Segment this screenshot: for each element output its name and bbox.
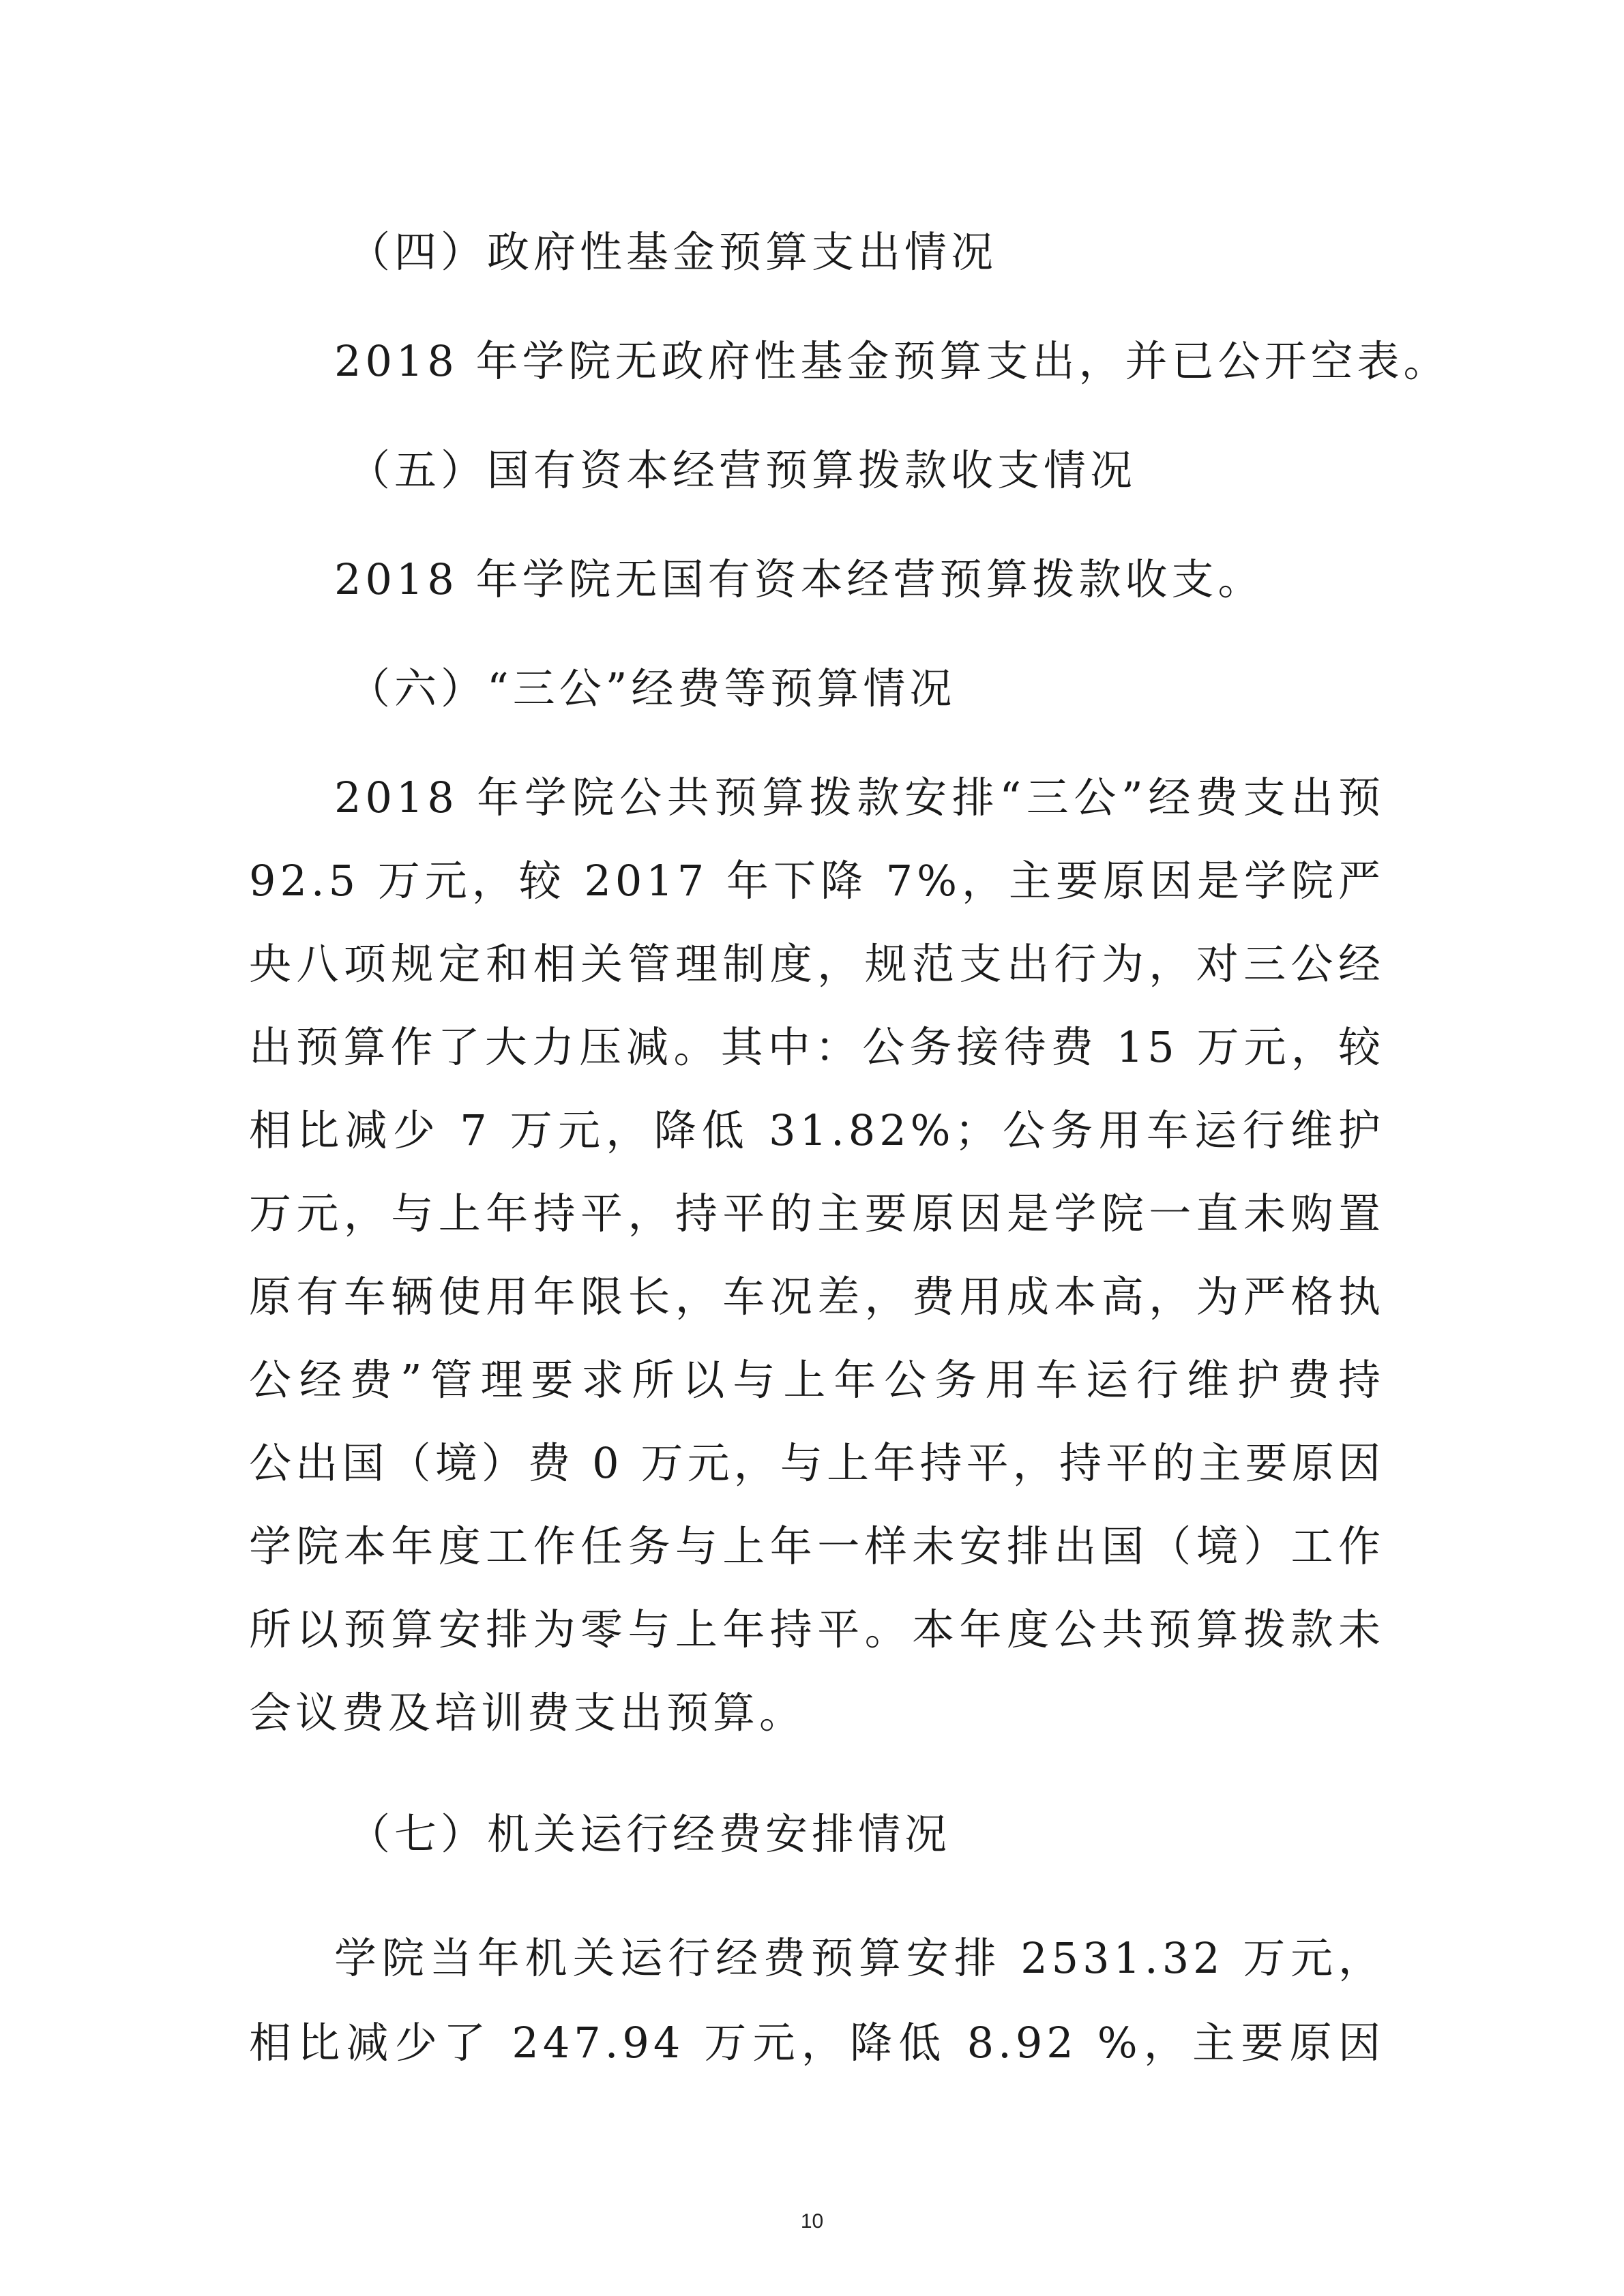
paragraph-line: 出预算作了大力压减。其中：公务接待费 15 万元，较: [249, 1022, 1385, 1072]
paragraph-line: 央八项规定和相关管理制度，规范支出行为，对三公经: [249, 939, 1385, 989]
paragraph-line: 公经费”管理要求所以与上年公务用车运行维护费持: [249, 1355, 1385, 1405]
section-heading-4: （四）政府性基金预算支出情况: [348, 227, 998, 277]
paragraph-line: 2018 年学院无国有资本经营预算拨款收支。: [334, 554, 1265, 604]
paragraph-line: 学院当年机关运行经费预算安排 2531.32 万元，: [334, 1933, 1385, 1983]
paragraph-line: 所以预算安排为零与上年持平。本年度公共预算拨款未: [249, 1605, 1385, 1654]
paragraph-line: 学院本年度工作任务与上年一样未安排出国（境）工作: [249, 1521, 1385, 1571]
paragraph-line: 万元，与上年持平，持平的主要原因是学院一直未购置: [249, 1189, 1385, 1238]
page-number: 10: [800, 2210, 824, 2233]
paragraph-line: 会议费及培训费支出预算。: [249, 1688, 806, 1738]
paragraph-line: 92.5 万元，较 2017 年下降 7%，主要原因是学院严: [249, 856, 1385, 906]
paragraph-line: 公出国（境）费 0 万元，与上年持平，持平的主要原因: [249, 1438, 1385, 1488]
paragraph-line: 相比减少 7 万元，降低 31.82%；公务用车运行维护: [249, 1105, 1385, 1155]
paragraph-line: 相比减少了 247.94 万元，降低 8.92 %，主要原因: [249, 2018, 1385, 2068]
section-heading-6: （六）“三公”经费等预算情况: [348, 664, 956, 713]
paragraph-line: 原有车辆使用年限长，车况差，费用成本高，为严格执: [249, 1272, 1385, 1322]
section-heading-7: （七）机关运行经费安排情况: [348, 1809, 951, 1859]
paragraph-line: 2018 年学院公共预算拨款安排“三公”经费支出预: [334, 773, 1385, 822]
paragraph-line: 2018 年学院无政府性基金预算支出，并已公开空表。: [334, 336, 1450, 386]
section-heading-5: （五）国有资本经营预算拨款收支情况: [348, 445, 1137, 495]
